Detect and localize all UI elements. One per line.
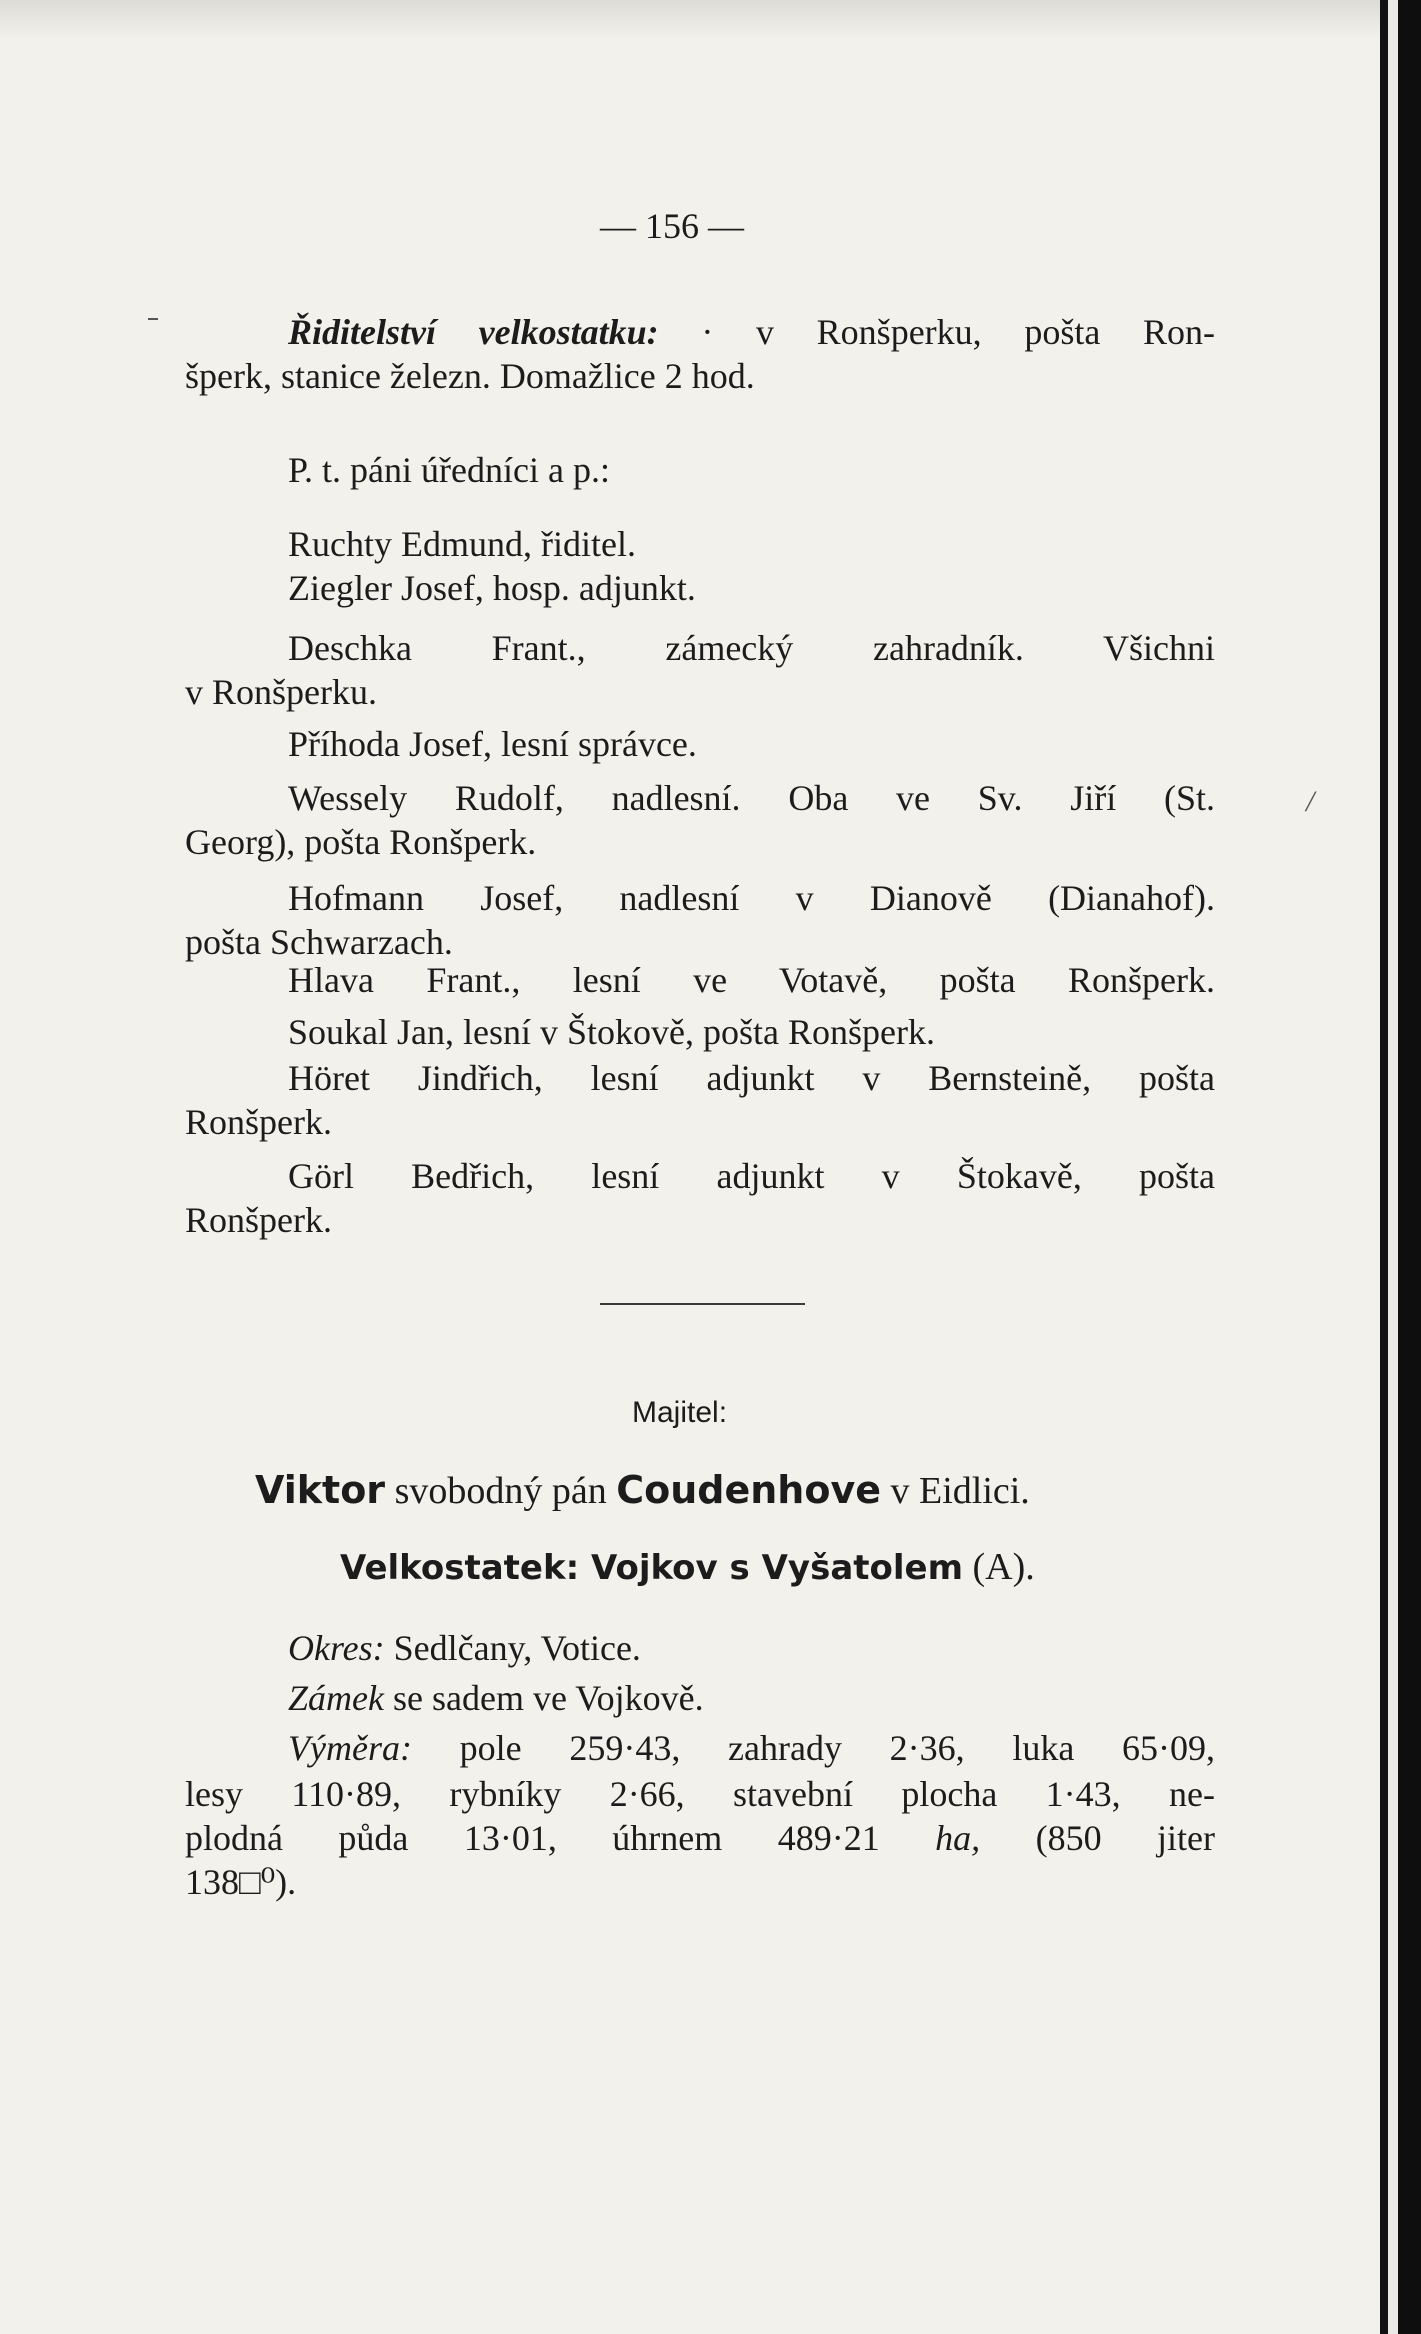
vymera-unit: ha, xyxy=(935,1818,981,1858)
estate-name: Velkostatek: Vojkov s Vyšatolem xyxy=(340,1548,964,1588)
owner-surname: Coudenhove xyxy=(616,1468,881,1512)
staff-line: Příhoda Josef, lesní správce. xyxy=(288,724,697,764)
staff-line: Ruchty Edmund, řiditel. xyxy=(288,524,636,564)
owner-label: Majitel: xyxy=(632,1396,728,1429)
margin-mark xyxy=(148,318,158,320)
staff-line: Görl Bedřich, lesní adjunkt v Štokavě, pošta xyxy=(288,1156,1215,1196)
vymera-line-4: 138□⁰). xyxy=(185,1862,297,1902)
okres-label: Okres: xyxy=(288,1628,385,1668)
okres-line xyxy=(288,1626,641,1670)
staff-line: Soukal Jan, lesní v Štokově, pošta Ronšperk. xyxy=(288,1012,935,1052)
staff-line: Höret Jindřich, lesní adjunkt v Bernsteině, pošta xyxy=(288,1058,1215,1098)
page-top-shadow xyxy=(0,0,1380,40)
staff-line: Hofmann Josef, nadlesní v Dianově (Dianahof). xyxy=(288,878,1215,918)
staff-line: Hlava Frant., lesní ve Votavě, pošta Ronšperk. xyxy=(288,960,1215,1000)
heading-label: Řiditelství velkostatku: xyxy=(288,312,659,352)
page-number: — 156 — xyxy=(600,206,744,246)
margin-slash-mark: / xyxy=(1306,785,1315,818)
vymera-text-1: pole 259·43, zahrady 2·36, luka 65·09, xyxy=(411,1728,1215,1768)
staff-line: Ziegler Josef, hosp. adjunkt. xyxy=(288,568,696,608)
zamek-line xyxy=(288,1676,704,1720)
heading-line-1 xyxy=(288,310,1215,354)
vymera-text-3a: plodná půda 13·01, úhrnem 489·21 xyxy=(185,1818,936,1858)
vymera-text-3b: (850 jiter xyxy=(980,1818,1215,1858)
owner-place: v Eidlici. xyxy=(881,1470,1030,1512)
book-edge xyxy=(1380,0,1421,2334)
vymera-label: Výměra: xyxy=(288,1728,412,1768)
vymera-line-2: lesy 110·89, rybníky 2·66, stavební plocha 1·43, ne- xyxy=(185,1774,1215,1814)
staff-line: Georg), pošta Ronšperk. xyxy=(185,822,537,862)
staff-line: v Ronšperku. xyxy=(185,672,377,712)
owner-line xyxy=(255,1468,1030,1513)
zamek-value: se sadem ve Vojkově. xyxy=(383,1678,704,1718)
staff-line: Ronšperk. xyxy=(185,1200,332,1240)
heading-rest: · v Ronšperku, pošta Ron- xyxy=(658,312,1215,352)
heading-line-2: šperk, stanice železn. Domažlice 2 hod. xyxy=(185,356,755,396)
okres-value: Sedlčany, Votice. xyxy=(384,1628,641,1668)
staff-line: pošta Schwarzach. xyxy=(185,922,453,962)
section-divider xyxy=(600,1303,805,1305)
estate-title xyxy=(340,1545,1035,1589)
vymera-line-1 xyxy=(288,1726,1215,1770)
vymera-line-3 xyxy=(185,1816,1215,1860)
owner-title: svobodný pán xyxy=(385,1470,617,1512)
staff-line: Wessely Rudolf, nadlesní. Oba ve Sv. Jiří (St. xyxy=(288,778,1215,818)
staff-line: Deschka Frant., zámecký zahradník. Všichni xyxy=(288,628,1215,668)
officials-intro: P. t. páni úředníci a p.: xyxy=(288,450,610,490)
owner-first-name: Viktor xyxy=(255,1468,386,1512)
estate-suffix: (A). xyxy=(963,1546,1035,1588)
staff-line: Ronšperk. xyxy=(185,1102,332,1142)
zamek-label: Zámek xyxy=(288,1678,384,1718)
